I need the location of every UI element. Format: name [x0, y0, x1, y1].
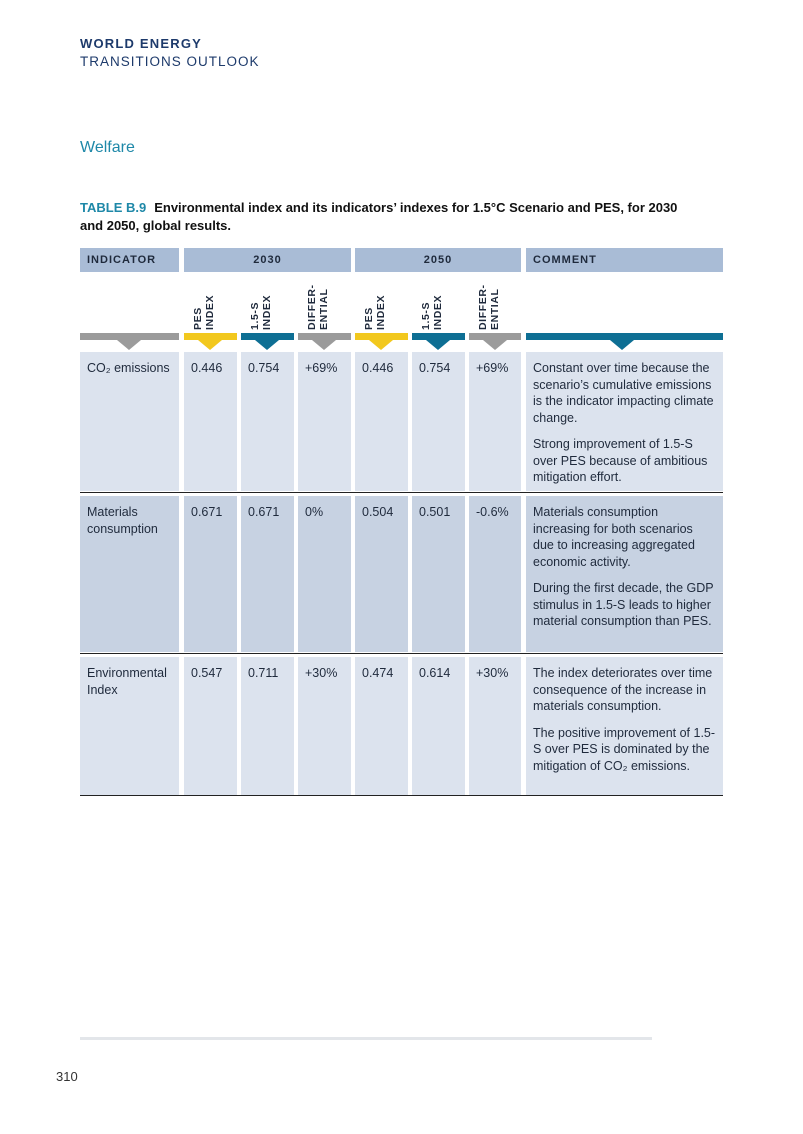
row-materials-pes-2030: 0.671 [184, 496, 237, 652]
subheader-label: 1.5-S INDEX [249, 294, 273, 330]
row-envindex-15s-2050: 0.614 [412, 657, 465, 795]
table-caption-text: Environmental index and its indicators’ indexes for 1.5°C Scenario and PES, for 2030 and 2050, global results. [80, 200, 678, 233]
comment-paragraph: The index deteriorates over time consequence of the increase in materials consumption. [533, 666, 713, 713]
pes-2030-arrow-icon [198, 340, 222, 350]
row-co2-pes-2050: 0.446 [355, 352, 408, 491]
row-materials-pes-2050: 0.504 [355, 496, 408, 652]
subheader-diff-2030 [298, 276, 348, 332]
comment-paragraph: Strong improvement of 1.5-S over PES because of ambitious mitigation effort. [533, 437, 708, 484]
s15-2030-accent-bar [241, 333, 294, 340]
row-materials-diff-2030: 0% [298, 496, 351, 652]
row-envindex-pes-2050: 0.474 [355, 657, 408, 795]
row-divider [80, 653, 723, 654]
diff-2030-arrow-icon [312, 340, 336, 350]
pes-2050-accent-bar [355, 333, 408, 340]
subheader-label: PES INDEX [363, 294, 387, 330]
comment-paragraph: Constant over time because the scenario’s cumulative emissions is the indicator impacting climate change. [533, 361, 714, 425]
pes-2030-accent-bar [184, 333, 237, 340]
column-header-2030: 2030 [184, 248, 351, 272]
comment-paragraph: The positive improvement of 1.5-S over PES is dominated by the mitigation of CO₂ emissions. [533, 725, 716, 773]
subheader-label: 1.5-S INDEX [420, 294, 444, 330]
row-divider [80, 795, 723, 796]
column-header-2050: 2050 [355, 248, 521, 272]
row-materials-15s-2050: 0.501 [412, 496, 465, 652]
column-header-comment: COMMENT [526, 248, 723, 272]
s15-2030-arrow-icon [255, 340, 279, 350]
subheader-pes-2030 [184, 276, 234, 332]
row-envindex-pes-2030: 0.547 [184, 657, 237, 795]
comment-paragraph: Materials consumption increasing for both scenarios due to increasing aggregated economic activity. [533, 505, 695, 569]
subheader-label: DIFFER- ENTIAL [306, 284, 330, 330]
indicator-arrow-icon [117, 340, 141, 350]
s15-2050-accent-bar [412, 333, 465, 340]
row-co2-comment [526, 352, 723, 491]
row-envindex-indicator: Environmental Index [80, 657, 179, 795]
subheader-15s-2030 [241, 276, 291, 332]
subheader-label: PES INDEX [192, 294, 216, 330]
row-materials-15s-2030: 0.671 [241, 496, 294, 652]
publication-title: WORLD ENERGY [80, 36, 203, 51]
comment-arrow-icon [610, 340, 634, 350]
subheader-diff-2050 [469, 276, 519, 332]
row-co2-15s-2050: 0.754 [412, 352, 465, 491]
diff-2050-arrow-icon [483, 340, 507, 350]
footer-rule [80, 1037, 652, 1040]
section-title: Welfare [80, 139, 135, 156]
diff-2030-accent-bar [298, 333, 351, 340]
row-envindex-diff-2050: +30% [469, 657, 521, 795]
indicator-accent-bar [80, 333, 179, 340]
page-number: 310 [56, 1069, 78, 1084]
row-divider [80, 492, 723, 493]
row-materials-comment [526, 496, 723, 652]
row-co2-15s-2030: 0.754 [241, 352, 294, 491]
comment-accent-bar [526, 333, 723, 340]
publication-subtitle: TRANSITIONS OUTLOOK [80, 54, 260, 69]
table-number: TABLE B.9 [80, 200, 147, 215]
comment-paragraph: During the first decade, the GDP stimulus in 1.5-S leads to higher material consumption than PES. [533, 581, 714, 628]
pes-2050-arrow-icon [369, 340, 393, 350]
row-co2-diff-2050: +69% [469, 352, 521, 491]
subheader-label: DIFFER- ENTIAL [477, 284, 501, 330]
table-caption [80, 199, 700, 235]
row-materials-diff-2050: -0.6% [469, 496, 521, 652]
row-envindex-15s-2030: 0.711 [241, 657, 294, 795]
row-materials-indicator: Materials consumption [80, 496, 179, 652]
row-co2-pes-2030: 0.446 [184, 352, 237, 491]
row-envindex-diff-2030: +30% [298, 657, 351, 795]
subheader-pes-2050 [355, 276, 405, 332]
subheader-15s-2050 [412, 276, 462, 332]
row-co2-diff-2030: +69% [298, 352, 351, 491]
diff-2050-accent-bar [469, 333, 521, 340]
row-co2-indicator: CO₂ emissions [80, 352, 179, 491]
s15-2050-arrow-icon [426, 340, 450, 350]
column-header-indicator: INDICATOR [80, 248, 179, 272]
row-envindex-comment [526, 657, 723, 795]
